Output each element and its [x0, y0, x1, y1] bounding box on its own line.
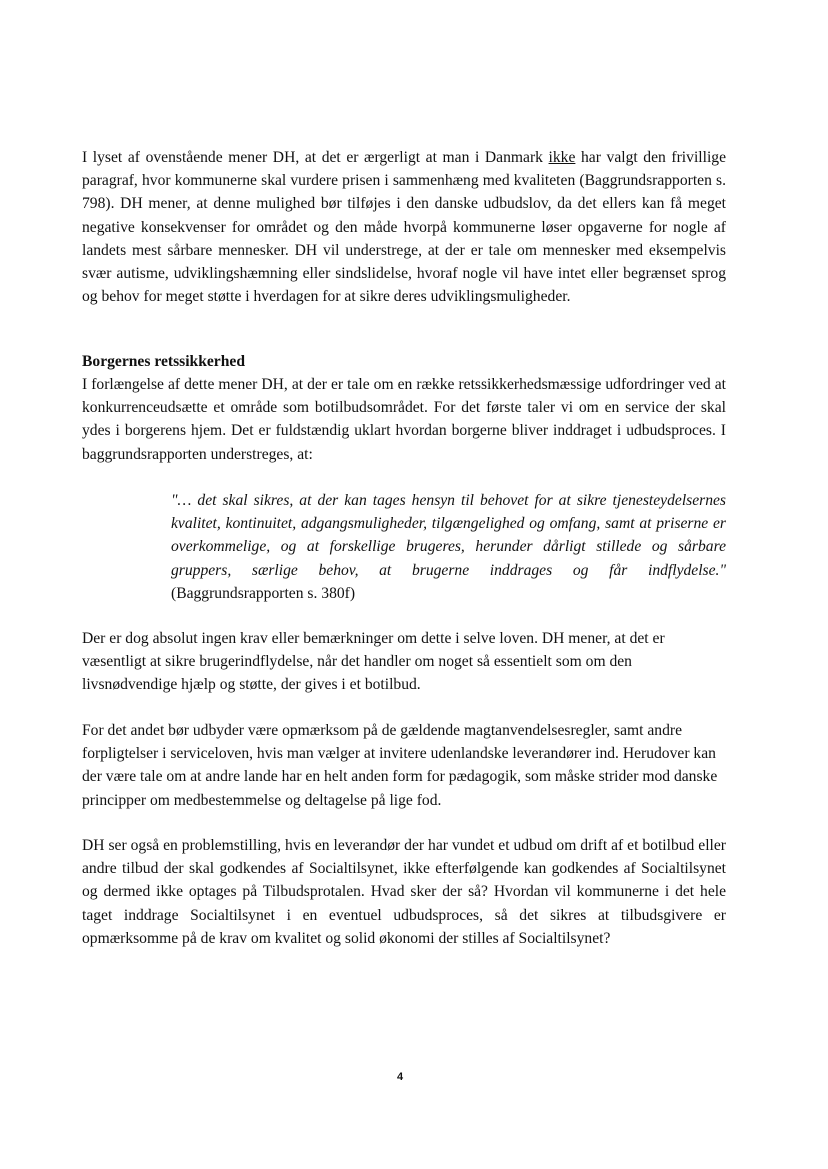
paragraph-2: I forlængelse af dette mener DH, at der er tale om en række retssikkerhedsmæssige udfordringer ved at konkurrenceudsætte et område som botilbudsområdet. For det første taler vi om en service der skal ydes i borgerens hjem. Det er fuldstændig uklart hvordan borgerne bliver inddraget i udbudsproces. I baggrundsrapporten understreges, at: [82, 376, 726, 463]
block-quote [171, 489, 726, 605]
page-number: 4 [396, 1071, 404, 1083]
paragraph-4: For det andet bør udbyder være opmærksom på de gældende magtanvendelsesregler, samt andre forpligtelser i serviceloven, hvis man vælger at invitere udenlandske leverandører ind. Herudover kan der være tale om at andre lande har en helt anden form for pædagogik, som måske strider mod danske principper om medbestemmelse og deltagelse på lige fod. [82, 722, 718, 809]
paragraph-1-start: I lyset af ovenstående mener DH, at det er ærgerligt at man i Danmark [82, 149, 549, 166]
section-heading: Borgernes retssikkerhed [82, 353, 245, 370]
paragraph-5: DH ser også en problemstilling, hvis en leverandør der har vundet et udbud om drift af et botilbud eller andre tilbud der skal godkendes af Socialtilsynet, ikke efterfølgende kan godkendes af Socialtilsynet og dermed ikke optages på Tilbudsprotalen. Hvad sker der så? Hvordan vil kommunerne i det hele taget inddrage Socialtilsynet i en eventuel udbudsproces, så det sikres at tilbudsgivere er opmærksomme på de krav om kvalitet og solid økonomi der stilles af Socialtilsynet? [82, 837, 726, 947]
paragraph-1-end: har valgt den frivillige paragraf, hvor kommunerne skal vurdere prisen i sammenhæng med kvaliteten (Baggrundsrapporten s. 798). DH mener, at denne mulighed bør tilføjes i den danske udbudslov, da det ellers kan få meget negative konsekvenser for området og den måde hvorpå kommunerne løser opgaverne for nogle af landets mest sårbare mennesker. DH vil understrege, at der er tale om mennesker med eksempelvis svær autisme, udviklingshæmning eller sindslidelse, hvoraf nogle vil have intet eller begrænset sprog og behov for meget støtte i hverdagen for at sikre deres udviklingsmuligheder. [82, 149, 726, 306]
paragraph-3: Der er dog absolut ingen krav eller bemærkninger om dette i selve loven. DH mener, at det er væsentligt at sikre brugerindflydelse, når det handler om noget så essentielt som om den livsnødvendige hjælp og støtte, der gives i et botilbud. [82, 630, 665, 694]
quote-text: "… det skal sikres, at der kan tages hensyn til behovet for at sikre tjenesteydelsernes kvalitet, kontinuitet, adgangsmuligheder, tilgængelighed og omfang, samt at priserne er overkommelige, og at forskellige brugeres, herunder dårligt stillede og sårbare gruppers, særlige behov, at brugerne inddrages og får indflydelse." [171, 492, 726, 579]
paragraph-1 [82, 146, 726, 308]
underlined-word: ikke [548, 149, 576, 166]
quote-citation: (Baggrundsrapporten s. 380f) [171, 584, 356, 602]
